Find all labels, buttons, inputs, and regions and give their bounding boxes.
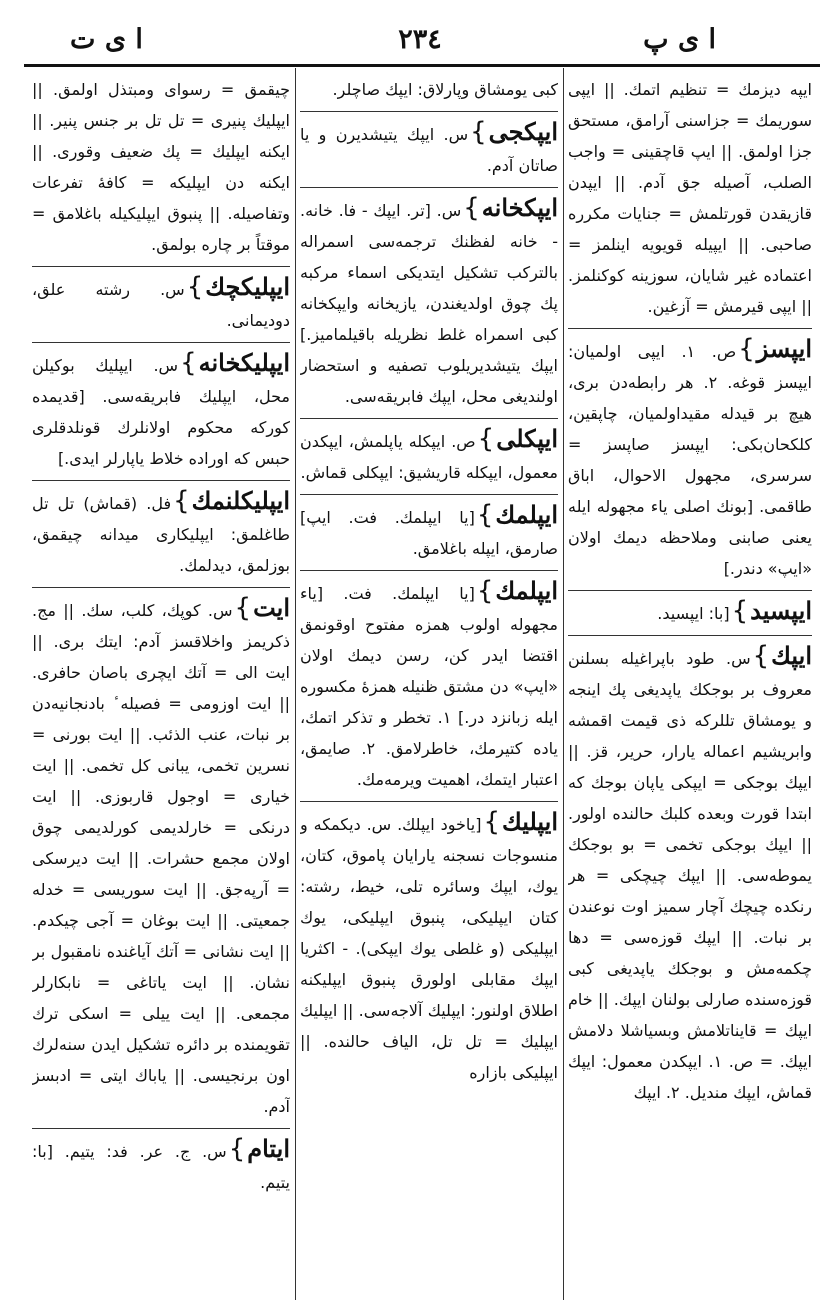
brace-glyph: } [476, 576, 494, 606]
entry-headword: ایپك [771, 641, 812, 670]
brace-glyph: } [738, 334, 755, 364]
entry-headword: ایپلمك [495, 500, 558, 529]
entry-definition: [یا ایپلمك. فت. ایپ] صارمق، ایپله باغلامق. [300, 508, 558, 558]
entry-continuation [32, 74, 290, 260]
entry-continuation [568, 74, 812, 322]
dictionary-entry [32, 587, 290, 1122]
entry-definition: ص. ۱. ایپی اولمیان: ایپسز قوغه. ۲. هر رابطه‌دن بری، هیچ بر قیدله مقیداولمیان، چاپقین، کلکحان‌بکی: ایپسز صاپسز = سرسری، مجهول الاحوال، اباق طاقمی. [بونك اصلی یاء مجهوله ایله یعنی صابنی وملاحظه دیمك اولان «ایپ» دندر.] [568, 342, 812, 578]
entry-definition: س. طود باپراغیله بسلنن معروف بر بوجکك یاپدیغی پك اینجه و یومشاق تللرکه ذی قیمت اقمشه وابریشیم اعماله یارار، حریر، قز. || ایپك بوجکی = ایپکی یاپان بوجك که ابتدا قورت وبعده کلبك حالنده اولور. || ایپك بوجکی تخمی = بو بوجکك یموطه‌سی. || ایپك چیچکی = هر رنکده چیچك آچار سمیز اوت نوعندن بر نبات. || ایپك قوزه‌سی = دها چکمه‌مش و بوجکك یاپدیغی کبی قوزه‌سنده صارلی بولنان ایپك. || خام ایپك = قایناتلامش وبسیاشلا دلامش ایپك. = ص. ۱. ایپکدن معمول: ایپك قماش، ایپك مندیل. ۲. ایپك [568, 649, 812, 1102]
dictionary-entry [300, 570, 558, 795]
brace-glyph: } [731, 596, 749, 626]
brace-glyph: } [470, 117, 487, 147]
entry-headword: ایپسید [750, 596, 812, 625]
entry-definition: س. رشته علق، دودیمانی. [32, 280, 290, 330]
brace-glyph: } [752, 641, 770, 671]
entry-definition: فل. (قماش) تل تل طاغلمق: ایپلیکاری میدانه چیقمق، بوزلمق، دیدلمك. [32, 494, 290, 575]
entry-headword: ایپلیکچك [205, 272, 290, 301]
entry-definition: کبی یومشاق وپارلاق: ایپك صاچلر. [332, 80, 558, 99]
brace-glyph: } [186, 272, 204, 302]
dictionary-entry [32, 342, 290, 474]
entry-definition: [با: ایپسید. [657, 604, 730, 623]
entry-continuation [300, 74, 558, 105]
brace-glyph: } [228, 1134, 246, 1164]
brace-glyph: } [173, 486, 190, 516]
column-right [568, 74, 812, 1306]
entry-headword: ایپلمك [495, 576, 558, 605]
header-guide-left: ا ی ت [70, 24, 143, 55]
entry-headword: ایپکخانه [481, 193, 558, 222]
dictionary-entry [300, 494, 558, 564]
brace-glyph: } [476, 500, 494, 530]
entry-headword: ایپسز [756, 334, 812, 363]
column-divider [563, 68, 564, 1300]
dictionary-entry [568, 328, 812, 584]
entry-definition: [یا ایپلمك. فت. [یاء مجهوله اولوب همزه مفتوح اوقونمق اقتضا ایدر کن، رسن دیمك اولان «ایپ» دن مشتق ظنیله همزهٔ مکسوره ایله زبانزد در.] ۱. تخطر و تذکر اتمك، یاده کتیرمك، خاطرلامق. ۲. صایمق، اعتبار ایتمك، اهمیت ویرمه‌مك. [300, 584, 558, 789]
entry-definition: س. ج. عر. فد: یتیم. [با: یتیم. [32, 1142, 290, 1192]
column-middle [300, 74, 558, 1306]
entry-definition: ص. ایپکله یاپلمش، ایپکدن معمول، ایپکله قاریشیق: ایپکلی قماش. [300, 432, 558, 482]
page-number: ۲۳٤ [398, 24, 442, 55]
entry-definition: س. ایپلیك بوکیلن محل، ایپلیك فابریقه‌سی. [قدیمده کورکه محکوم اولانلرك قونلدقلری حبس که اوراده خلاط یاپارلر ایدی.] [32, 356, 290, 468]
brace-glyph: } [463, 193, 480, 223]
dictionary-entry [32, 1128, 290, 1198]
entry-definition: [یاخود ایپلك. س. دیکمکه و منسوجات نسجنه یارایان پاموق، کتان، یوك، ایپك وسائره تلی، خیط، رشته: کتان ایپلیکی، پنبوق ایپلیکی، یوك ایپلیکی (و غلطی یوك ایپکی). - اکثریا ایپك مقابلی اولورق پنبوق ایپلیکنه اطلاق اولنور: ایپلیك آلاجه‌سی. || ایپلیك ایپلیك = تل تل، الیاف حالنده. || ایپلیکی بازاره [300, 815, 558, 1082]
dictionary-entry [300, 111, 558, 181]
entry-definition: س. [تر. ایپك - فا. خانه. - خانه لفظنك ترجمه‌سی اسمراله بالترکب تشکیل ایتدیکی اسماء مرکبه پك چوق اولدیغندن، یازیخانه وایپکخانه کبی اسمراه غلط نظریله باقیلمامیز.] ایپك یتیشدیریلوب تصفیه و استحضار اولندیغی محل، ایپك فابریقه‌سی. [300, 201, 558, 406]
dictionary-entry [300, 187, 558, 412]
entry-headword: ایپلیك [501, 807, 558, 836]
dictionary-entry [568, 635, 812, 1108]
column-divider [295, 68, 296, 1300]
brace-glyph: } [483, 807, 500, 837]
dictionary-entry [568, 590, 812, 629]
entry-definition: س. کوپك، کلب، سك. || مج. ذکریمز واخلاقسز آدم: ایتك بری. || ایت الی = آتك ایچری باصان حافری. || ایت اوزومی = فصیله‌ ٔ بادنجانیه‌دن بر نبات، عنب الذئب. || ایت بورنی = نسرین تخمی، یبانی کل تخمی. || ایت خیاری = اوجول قاربوزی. || ایت درنکی = خارلدیمی کورلدیمی چوق اولان مجمع حشرات. || ایت دیرسکی = آرپه‌جق. || ایت سوریسی = خدله جمعیتی. || ایت بوغان = آجی چیکدم. || ایت نشانی = آتك آیاغنده نامقبول بر نشان. || ایت یاتاغی = نابکارلر مجمعی. || ایت ییلی = اسکی ترك تقویمنده بر دائره تشکیل ایدن سنه‌لرك اون برنجیسی. || یاباك ایتی = ادبسز آدم. [32, 601, 290, 1116]
entry-headword: ایت [253, 593, 290, 622]
entry-definition: س. ایپك یتیشدیرن و یا صاتان آدم. [300, 125, 558, 175]
brace-glyph: } [234, 593, 252, 623]
column-left [32, 74, 290, 1306]
entry-headword: ایپلیکلنمك [191, 486, 290, 515]
entry-headword: ایپکجی [488, 117, 558, 146]
header-rule [24, 64, 820, 67]
dictionary-entry [300, 801, 558, 1088]
header-guide-right: ا ی پ [643, 24, 716, 55]
brace-glyph: } [180, 348, 197, 378]
entry-headword: ایپکلی [496, 424, 558, 453]
entry-definition: ایپه دیزمك = تنظیم اتمك. || ایپی سوریمك = جزاسنی آرامق، مستحق جزا اولمق. || ایپ قاچقینی = واجب الصلب، آصیله جق آدم. || ایپدن قازیقدن قورتلمش = جنایات مکرره صاحبی. || ایپیله قویویه اینلمز = اعتماده غیر شایان، سوزینه کوکنلمز. || ایپی قیرمش = آزغین. [568, 80, 812, 316]
dictionary-entry [32, 266, 290, 336]
entry-definition: چیقمق = رسوای ومبتذل اولمق. || ایپلیك پنیری = تل تل بر جنس پنیر. || ایکنه ایپلیك = پك ضعیف وقوری. || ایکنه دن ایپلیکه = کافهٔ تفرعات وتفاصیله. || پنبوق ایپلیکیله باغلامق = موقتاً بر چاره بولمق. [32, 80, 290, 254]
entry-headword: ایپلیکخانه [198, 348, 290, 377]
dictionary-entry [300, 418, 558, 488]
brace-glyph: } [477, 424, 495, 454]
entry-headword: ایتام [247, 1134, 290, 1163]
dictionary-entry [32, 480, 290, 581]
